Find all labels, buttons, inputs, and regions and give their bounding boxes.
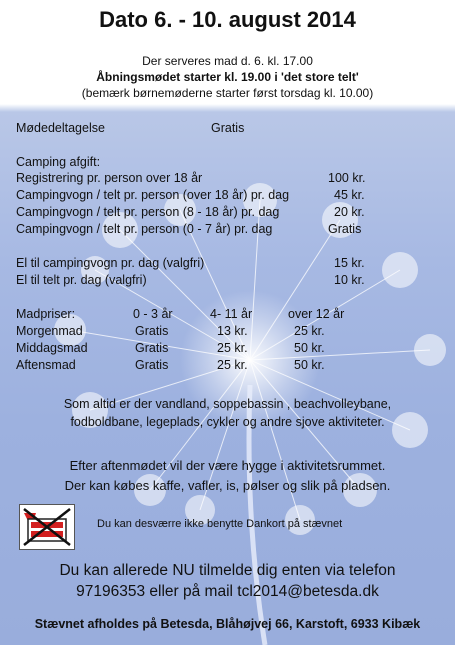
food-header-age: 4- 11 år [210,307,253,321]
food-row-meal: Middagsmad [16,341,88,355]
camping-heading: Camping afgift: [16,155,101,169]
meal-start-info: Der serveres mad d. 6. kl. 17.00 [142,54,313,68]
electricity-row-label: El til campingvogn pr. dag (valgfri) [16,256,205,270]
food-row-price: 50 kr. [294,341,325,355]
activities-line: fodboldbane, legeplads, cykler og andre sjove aktiviteter. [70,415,385,429]
camping-row-label: Campingvogn / telt pr. person (8 - 18 år) pr. dag [16,205,280,219]
food-header-age: over 12 år [288,307,345,321]
venue-footer: Stævnet afholdes på Betesda, Blåhøjvej 66, Karstoft, 6933 Kibæk [34,617,421,631]
attendance-value: Gratis [211,121,245,135]
food-row-price: 25 kr. [217,341,248,355]
food-row-meal: Aftensmad [16,358,76,372]
camping-row-price: 45 kr. [334,188,365,202]
food-row-price: 13 kr. [217,324,248,338]
payment-note: Du kan desværre ikke benytte Dankort på stævnet [97,518,343,530]
no-card-icon [19,504,75,550]
food-row-price: Gratis [135,341,169,355]
camping-row-label: Campingvogn / telt pr. person (over 18 år) pr. dag [16,188,290,202]
food-header-label: Madpriser: [16,307,76,321]
camping-row-price: 100 kr. [328,171,366,185]
electricity-row-price: 10 kr. [334,273,365,287]
food-row-price: Gratis [135,358,169,372]
children-meeting-note: (bemærk børnemøderne starter først torsdag kl. 10.00) [81,86,374,100]
evening-line: Der kan købes kaffe, vafler, is, pølser og slik på pladsen. [64,478,391,493]
camping-row-label: Campingvogn / telt pr. person (0 - 7 år) pr. dag [16,222,273,236]
food-row-price: Gratis [135,324,169,338]
food-row-price: 25 kr. [294,324,325,338]
food-row-price: 25 kr. [217,358,248,372]
signup-line: Du kan allerede NU tilmelde dig enten via telefon [59,562,396,579]
food-header-age: 0 - 3 år [133,307,173,321]
signup-contact: 97196353 eller på mail tcl2014@betesda.dk [76,583,379,600]
evening-line: Efter aftenmødet vil der være hygge i aktivitetsrummet. [69,458,386,473]
attendance-label: Mødedeltagelse [16,121,105,135]
camping-row-price: Gratis [328,222,362,236]
page-title: Dato 6. - 10. august 2014 [99,7,356,32]
food-row-price: 50 kr. [294,358,325,372]
electricity-row-label: El til telt pr. dag (valgfri) [16,273,147,287]
camping-row-price: 20 kr. [334,205,365,219]
opening-meeting-info: Åbningsmødet starter kl. 19.00 i 'det store telt' [96,70,359,84]
electricity-row-price: 15 kr. [334,256,365,270]
food-row-meal: Morgenmad [16,324,83,338]
camping-row-label: Registrering pr. person over 18 år [16,171,203,185]
activities-line: Som altid er der vandland, soppebassin , beachvolleybane, [63,397,392,411]
